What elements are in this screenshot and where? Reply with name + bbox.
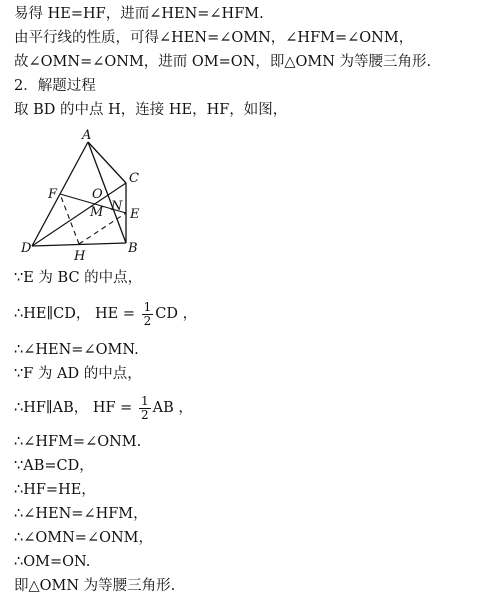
fraction-denominator: 2 <box>140 407 149 422</box>
fraction-one-half <box>139 395 151 422</box>
label-M: M <box>90 205 104 220</box>
section-heading: 2．解题过程 <box>14 78 96 94</box>
label-H: H <box>74 249 86 264</box>
proof-line-5-suffix: AB ， <box>152 400 193 416</box>
proof-line-2-text: ∴HE∥CD， HE = <box>14 306 140 322</box>
label-B: B <box>128 241 138 256</box>
label-N: N <box>111 199 123 214</box>
geometry-figure <box>18 126 148 264</box>
text-line-1: 易得 HE=HF，进而∠HEN=∠HFM. <box>14 6 264 22</box>
proof-conclusion: 即△OMN 为等腰三角形. <box>14 578 176 594</box>
proof-line-4: ∵F 为 AD 的中点， <box>14 366 142 382</box>
proof-line-2-suffix: CD ， <box>155 306 198 322</box>
proof-line-5 <box>14 394 193 422</box>
text-line-2: 由平行线的性质，可得∠HEN=∠OMN，∠HFM=∠ONM， <box>14 30 414 46</box>
proof-line-10: ∴∠OMN=∠ONM， <box>14 530 154 546</box>
segment-HF <box>60 194 79 244</box>
segment-DC <box>32 183 126 246</box>
label-O: O <box>92 187 103 202</box>
label-A: A <box>82 128 92 143</box>
proof-line-8: ∴HF=HE， <box>14 482 96 498</box>
proof-line-7: ∵AB=CD， <box>14 458 94 474</box>
label-F: F <box>48 187 58 202</box>
proof-line-5-text: ∴HF∥AB， HF = <box>14 400 137 416</box>
label-D: D <box>21 241 32 256</box>
fraction-one-half <box>142 301 154 328</box>
proof-line-2 <box>14 300 197 328</box>
label-E: E <box>130 207 140 222</box>
fraction-numerator: 1 <box>143 299 152 314</box>
fraction-denominator: 2 <box>143 313 152 328</box>
label-C: C <box>129 171 139 186</box>
proof-line-3: ∴∠HEN=∠OMN. <box>14 342 139 358</box>
proof-line-6: ∴∠HFM=∠ONM. <box>14 434 142 450</box>
fraction-numerator: 1 <box>140 393 149 408</box>
text-line-3: 故∠OMN=∠ONM，进而 OM=ON，即△OMN 为等腰三角形. <box>14 54 432 70</box>
text-line-5: 取 BD 的中点 H，连接 HE，HF，如图， <box>14 102 288 118</box>
proof-line-1: ∵E 为 BC 的中点， <box>14 270 143 286</box>
proof-line-9: ∴∠HEN=∠HFM， <box>14 506 148 522</box>
segment-AC <box>88 142 126 183</box>
proof-line-11: ∴OM=ON. <box>14 554 91 570</box>
